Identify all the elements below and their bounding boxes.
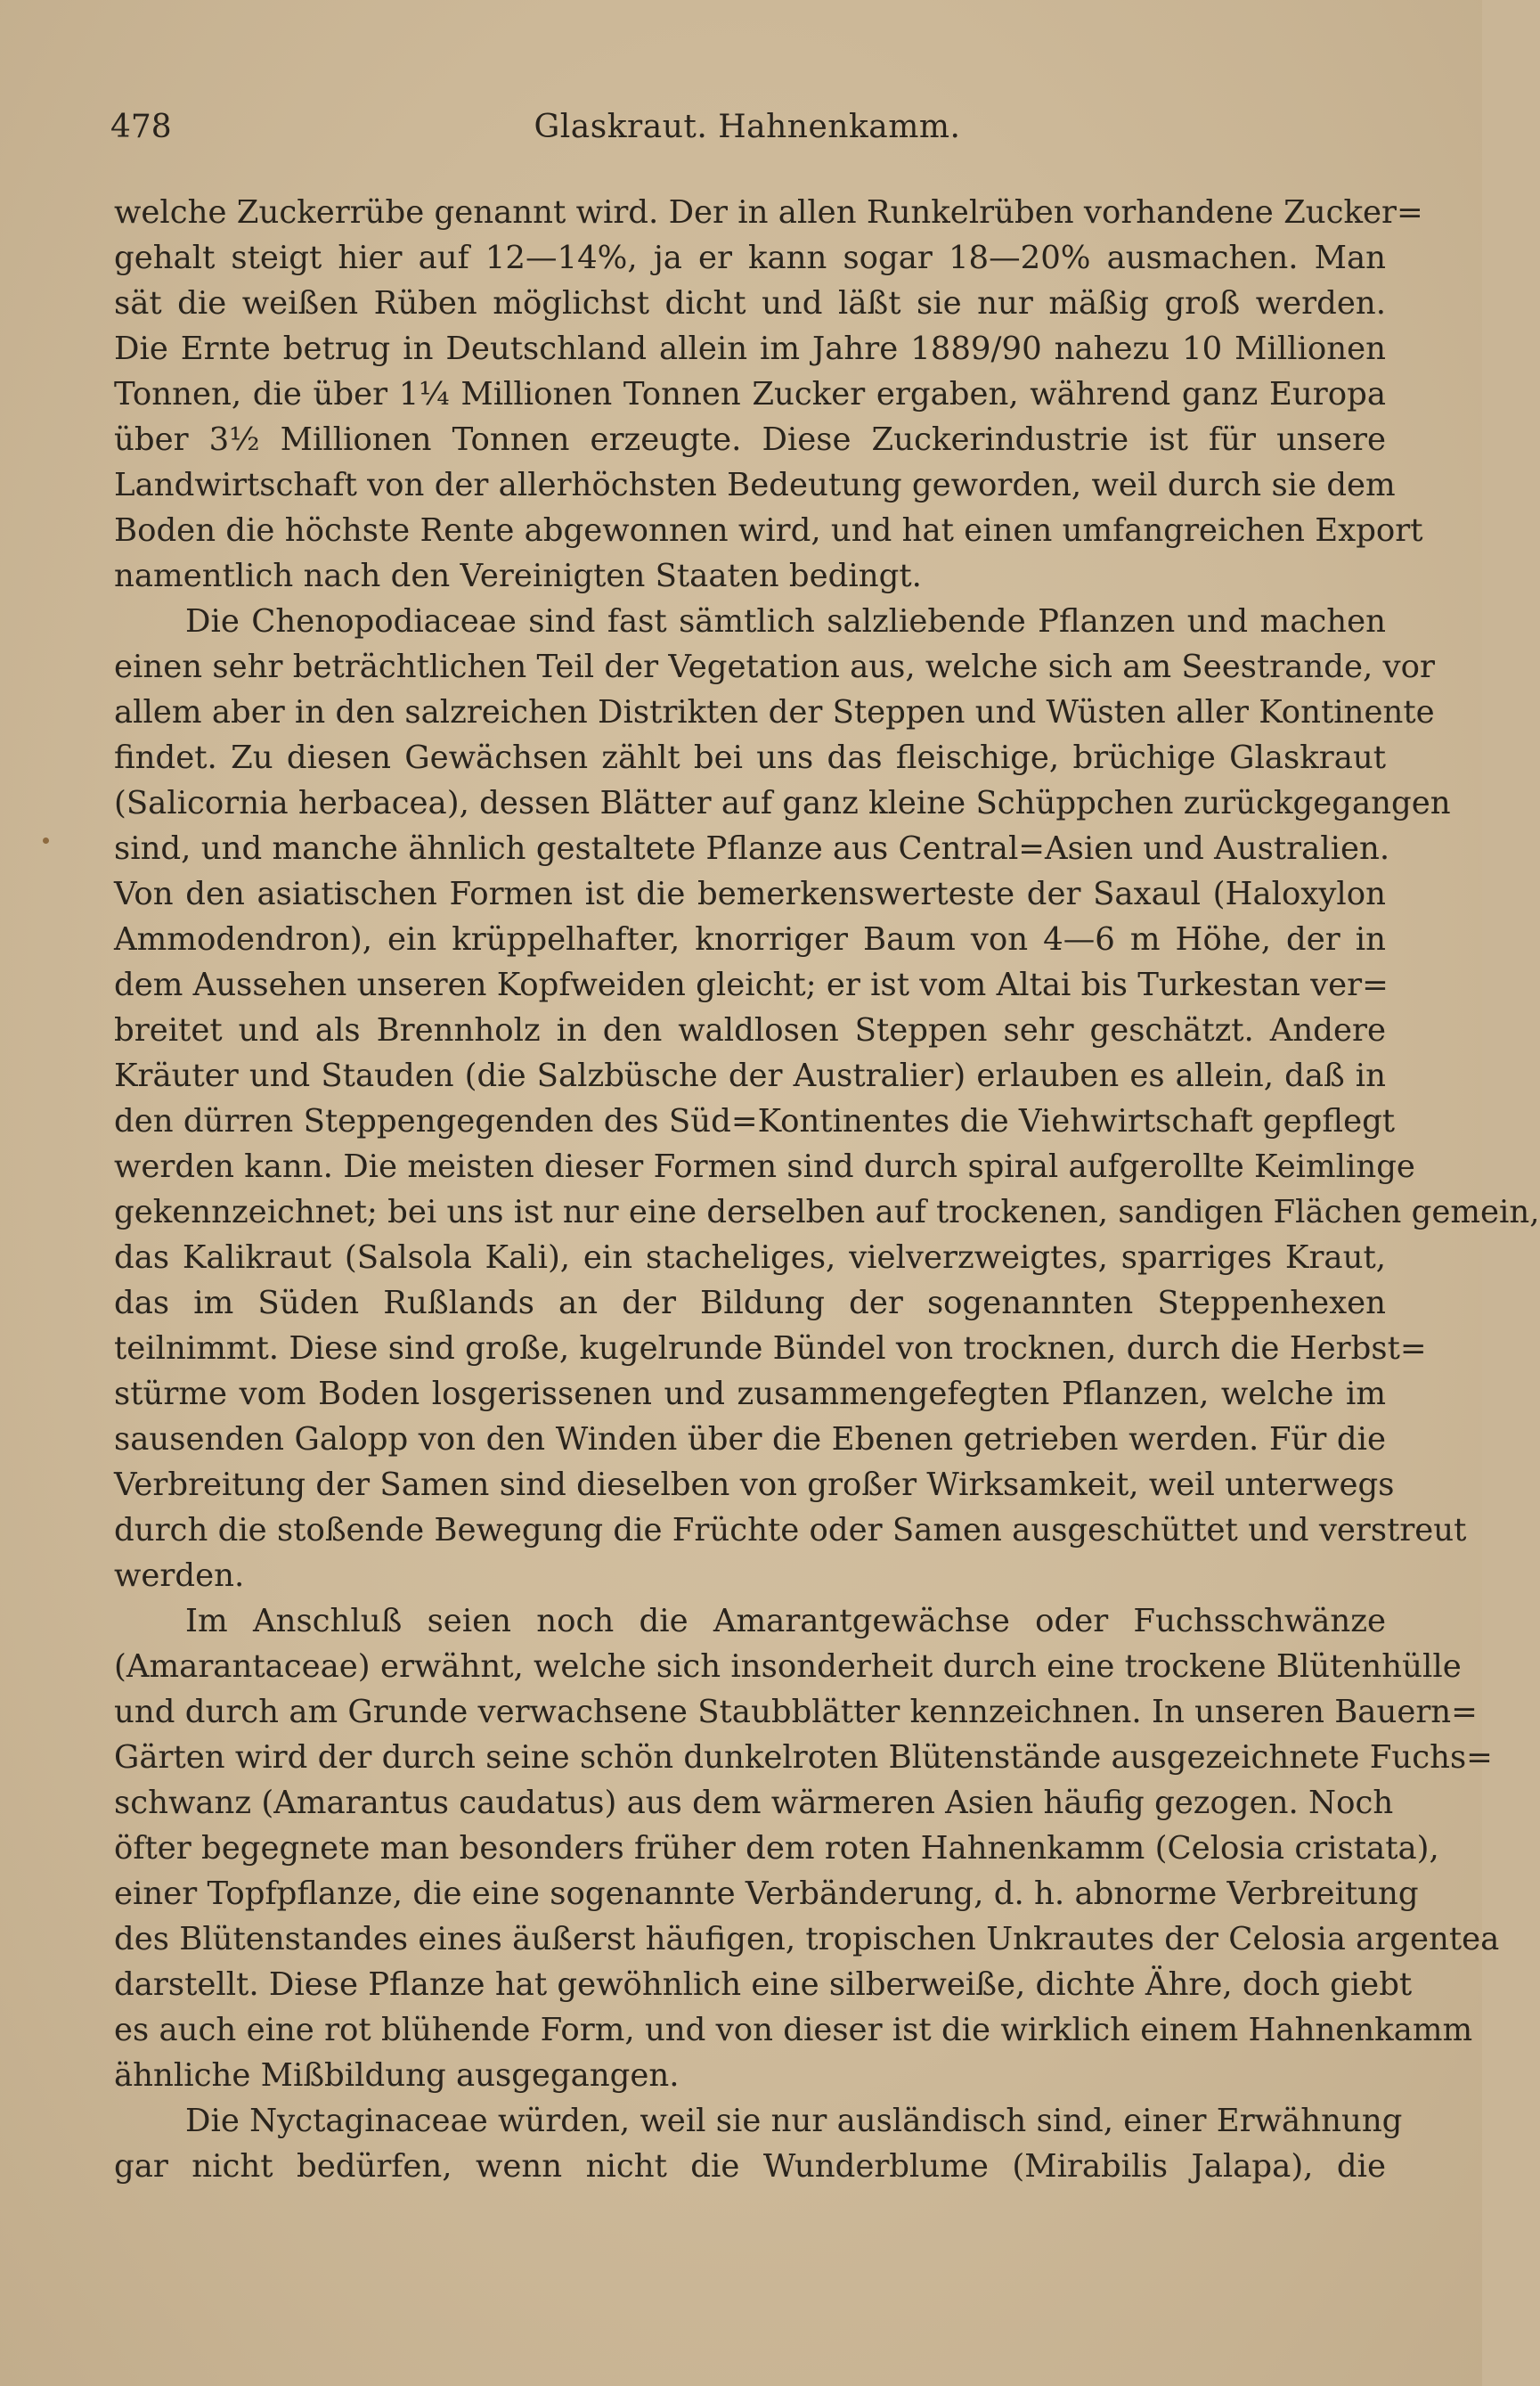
- text-line: gehalt steigt hier auf 12—14%, ja er kann sogar 18—20% ausmachen. Man: [114, 240, 1386, 276]
- text-line: über 3½ Millionen Tonnen erzeugte. Diese Zuckerindustrie ist für unsere: [114, 421, 1386, 458]
- text-line: den dürren Steppengegenden des Süd=Kontinentes die Viehwirtschaft gepflegt: [114, 1103, 1396, 1140]
- text-line: einer Topfpflanze, die eine sogenannte Verbänderung, d. h. abnorme Verbreitung: [114, 1875, 1419, 1912]
- text-line: gekennzeichnet; bei uns ist nur eine derselben auf trockenen, sandigen Flächen gemein,: [114, 1194, 1540, 1230]
- text-line: öfter begegnete man besonders früher dem roten Hahnenkamm (Celosia cristata),: [114, 1830, 1439, 1867]
- text-line: sät die weißen Rüben möglichst dicht und läßt sie nur mäßig groß werden.: [114, 285, 1386, 322]
- text-line: ähnliche Mißbildung ausgegangen.: [114, 2057, 680, 2094]
- text-line: sausenden Galopp von den Winden über die Ebenen getrieben werden. Für die: [114, 1421, 1386, 1458]
- text-line: Die Nyctaginaceae würden, weil sie nur ausländisch sind, einer Erwähnung: [185, 2103, 1403, 2139]
- text-line: Gärten wird der durch seine schön dunkelroten Blütenstände ausgezeichnete Fuchs=: [114, 1739, 1493, 1776]
- text-line: stürme vom Boden losgerissenen und zusammengefegten Pflanzen, welche im: [114, 1376, 1386, 1412]
- text-line: sind, und manche ähnlich gestaltete Pflanze aus Central=Asien und Australien.: [114, 830, 1390, 867]
- text-line: einen sehr beträchtlichen Teil der Vegetation aus, welche sich am Seestrande, vor: [114, 649, 1435, 685]
- text-line: dem Aussehen unseren Kopfweiden gleicht; er ist vom Altai bis Turkestan ver=: [114, 967, 1389, 1003]
- text-line: das im Süden Rußlands an der Bildung der sogenannten Steppenhexen: [114, 1285, 1386, 1321]
- text-line: teilnimmt. Diese sind große, kugelrunde Bündel von trocknen, durch die Herbst=: [114, 1330, 1427, 1367]
- text-line: namentlich nach den Vereinigten Staaten bedingt.: [114, 558, 922, 594]
- text-line: Kräuter und Stauden (die Salzbüsche der Australier) erlauben es allein, daß in: [114, 1058, 1386, 1094]
- text-line: und durch am Grunde verwachsene Staubblätter kennzeichnen. In unseren Bauern=: [114, 1694, 1478, 1730]
- text-line: (Amarantaceae) erwähnt, welche sich insonderheit durch eine trockene Blütenhülle: [114, 1648, 1462, 1685]
- text-line: das Kalikraut (Salsola Kali), ein stacheliges, vielverzweigtes, sparriges Kraut,: [114, 1239, 1386, 1276]
- text-line: Ammodendron), ein krüppelhafter, knorriger Baum von 4—6 m Höhe, der in: [114, 921, 1386, 958]
- text-line: schwanz (Amarantus caudatus) aus dem wärmeren Asien häufig gezogen. Noch: [114, 1785, 1394, 1821]
- text-line: allem aber in den salzreichen Distrikten der Steppen und Wüsten aller Kontinente: [114, 694, 1435, 731]
- running-head: [110, 105, 1384, 150]
- text-line: Tonnen, die über 1¼ Millionen Tonnen Zucker ergaben, während ganz Europa: [114, 376, 1386, 413]
- text-line: darstellt. Diese Pflanze hat gewöhnlich eine silberweiße, dichte Ähre, doch giebt: [114, 1966, 1413, 2003]
- text-line: Von den asiatischen Formen ist die bemerkenswerteste der Saxaul (Haloxylon: [114, 876, 1386, 912]
- running-title: Glaskraut. Hahnenkamm.: [534, 109, 961, 145]
- text-line: findet. Zu diesen Gewächsen zählt bei uns das fleischige, brüchige Glaskraut: [114, 739, 1386, 776]
- text-line: werden.: [114, 1557, 245, 1594]
- text-line: Landwirtschaft von der allerhöchsten Bedeutung geworden, weil durch sie dem: [114, 467, 1396, 503]
- text-line: durch die stoßende Bewegung die Früchte oder Samen ausgeschüttet und verstreut: [114, 1512, 1467, 1548]
- text-line: des Blütenstandes eines äußerst häufigen, tropischen Unkrautes der Celosia argentea: [114, 1921, 1500, 1957]
- text-line: Die Ernte betrug in Deutschland allein im Jahre 1889/90 nahezu 10 Millionen: [114, 331, 1386, 367]
- text-line: werden kann. Die meisten dieser Formen sind durch spiral aufgerollte Keimlinge: [114, 1148, 1415, 1185]
- text-line: Die Chenopodiaceae sind fast sämtlich salzliebende Pflanzen und machen: [185, 603, 1386, 640]
- text-line: Im Anschluß seien noch die Amarantgewächse oder Fuchsschwänze: [185, 1603, 1386, 1639]
- text-line: gar nicht bedürfen, wenn nicht die Wunderblume (Mirabilis Jalapa), die: [114, 2148, 1386, 2185]
- text-line: Verbreitung der Samen sind dieselben von großer Wirksamkeit, weil unterwegs: [114, 1467, 1395, 1503]
- text-line: breitet und als Brennholz in den waldlosen Steppen sehr geschätzt. Andere: [114, 1012, 1386, 1049]
- text-line: Boden die höchste Rente abgewonnen wird, und hat einen umfangreichen Export: [114, 512, 1423, 549]
- text-line: (Salicornia herbacea), dessen Blätter auf ganz kleine Schüppchen zurückgegangen: [114, 785, 1451, 821]
- text-line: welche Zuckerrübe genannt wird. Der in allen Runkelrüben vorhandene Zucker=: [114, 194, 1423, 231]
- paper-speck: [43, 838, 49, 844]
- body-text: [114, 190, 1540, 2189]
- page-number: 478: [110, 109, 172, 145]
- text-line: es auch eine rot blühende Form, und von dieser ist die wirklich einem Hahnenkamm: [114, 2012, 1473, 2048]
